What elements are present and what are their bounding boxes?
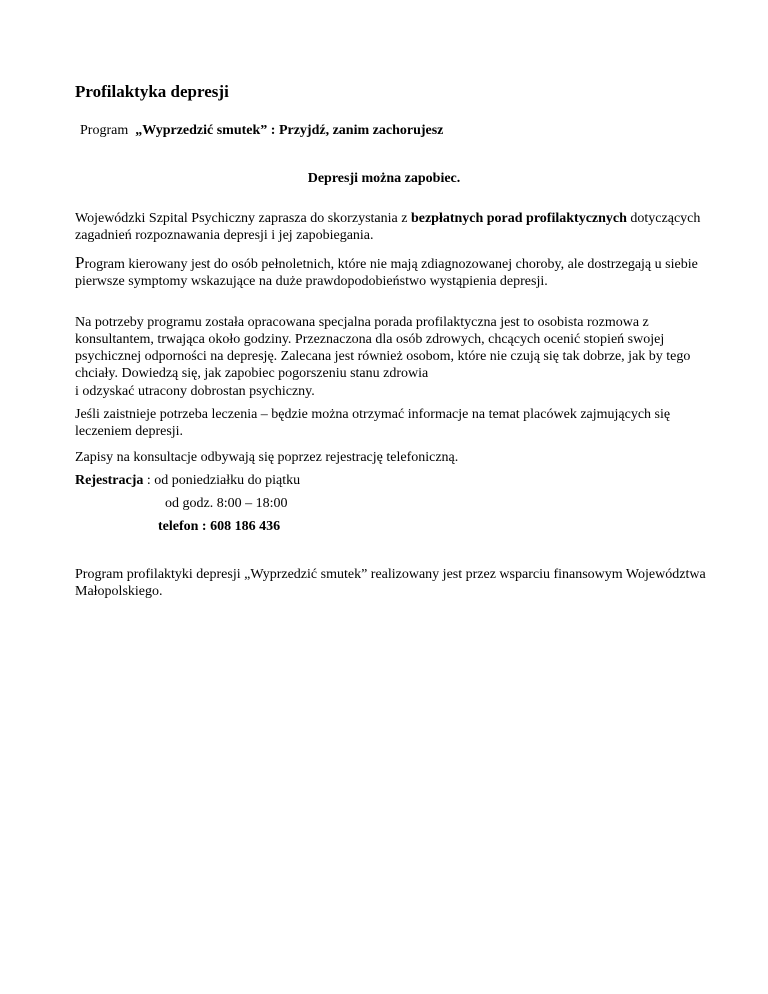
program-prefix: Program (80, 123, 129, 138)
page-title: Profilaktyka depresji (75, 82, 229, 101)
paragraph-intro-bold: bezpłatnych porad profilaktycznych (410, 211, 627, 226)
paragraph-signup: Zapisy na konsultacje odbywają się poprzez rejestrację telefoniczną. (75, 450, 459, 465)
program-line (80, 122, 443, 140)
paragraph-target-group-rest: rogram kierowany jest do osób pełnoletnich, które nie mają zdiagnozowanej choroby, ale dostrzegają u siebie pierwsze symptomy wskazujące na duże prawdopodobieństwo wystąpienia depresji. (75, 257, 698, 289)
subtitle: Depresji można zapobiec. (307, 171, 461, 186)
paragraph-target-group (75, 254, 715, 290)
paragraph-intro (75, 210, 715, 244)
paragraph-target-group-first-letter: P (75, 253, 85, 272)
paragraph-wellbeing: i odzyskać utracony dobrostan psychiczny. (75, 384, 315, 399)
registration-label: Rejestracja (75, 473, 144, 488)
registration-hours: od godz. 8:00 – 18:00 (165, 496, 288, 511)
registration-phone: telefon : 608 186 436 (158, 519, 281, 534)
registration-days-line (75, 472, 300, 489)
program-name: „Wyprzedzić smutek” : Przyjdź, zanim zachorujesz (135, 123, 444, 138)
paragraph-intro-text-after: dotyczących zagadnień rozpoznawania depresji i jej zapobiegania. (75, 211, 701, 243)
paragraph-consultation: Na potrzeby programu została opracowana specjalna porada profilaktyczna jest to osobista rozmowa z konsultantem, trwająca około godziny. Przeznaczona dla osób zdrowych, chcących ocenić stopień swojej psychicznej odporności na depresję. Zalecana jest również osobom, które nie czują się tak dobrze, jak by tego chciały. Dowiedzą się, jak zapobiec pogorszeniu stanu zdrowia (75, 315, 691, 381)
registration-days: : od poniedziałku do piątku (143, 473, 301, 488)
paragraph-intro-text-before: Wojewódzki Szpital Psychiczny zaprasza do skorzystania z (75, 211, 411, 226)
paragraph-funding: Program profilaktyki depresji „Wyprzedzić smutek” realizowany jest przez wsparciu finansowym Województwa Małopolskiego. (75, 567, 706, 599)
paragraph-treatment: Jeśli zaistnieje potrzeba leczenia – będzie można otrzymać informacje na temat placówek zajmujących się leczeniem depresji. (75, 407, 671, 439)
